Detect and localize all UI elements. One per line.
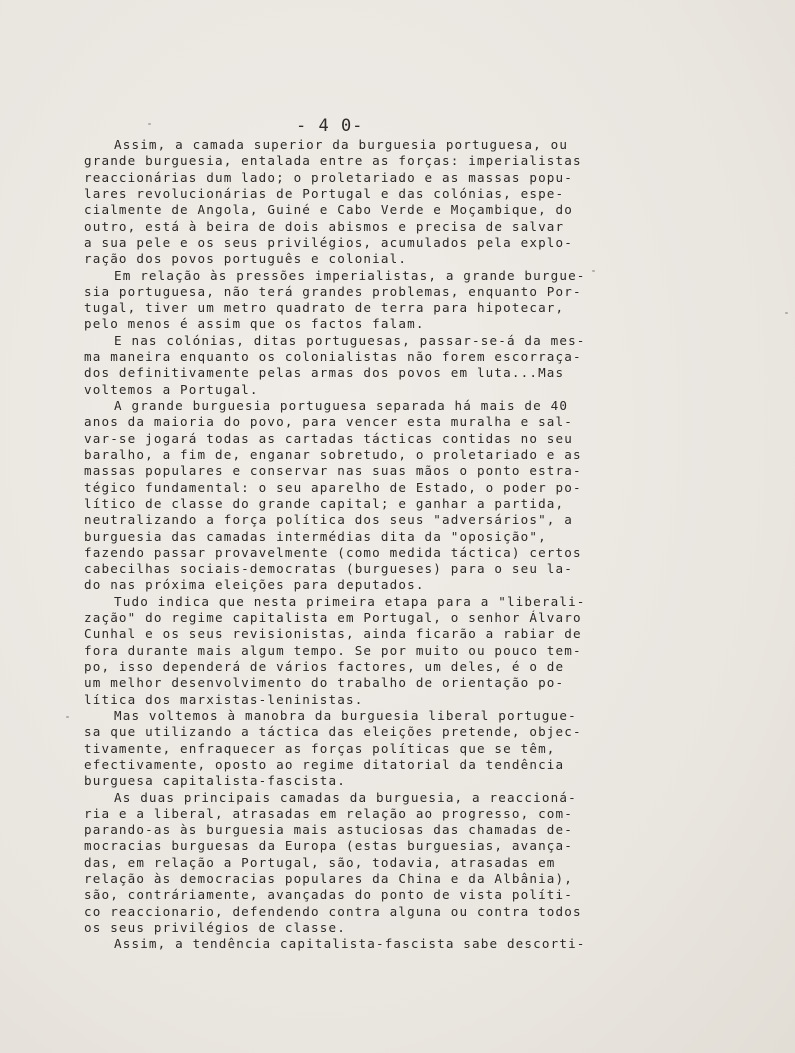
text-line: var-se jogará todas as cartadas tácticas contidas no seu <box>84 430 573 446</box>
text-line: lítica dos marxistas-leninistas. <box>84 691 364 707</box>
text-line: co reaccionario, defendendo contra alguna ou contra todos <box>84 903 582 919</box>
text-line: são, contráriamente, avançadas do ponto de vista políti- <box>84 887 573 903</box>
text-line: a sua pele e os seus privilégios, acumulados pela explo- <box>84 234 573 250</box>
paper-speck <box>785 312 788 314</box>
text-line: do nas próxima eleições para deputados. <box>84 577 425 593</box>
text-line: relação às democracias populares da China e da Albânia), <box>84 871 573 887</box>
text-line: dos definitivamente pelas armas dos povos em luta...Mas <box>84 365 565 381</box>
paragraph-first-line: Assim, a tendência capitalista-fascista sabe descorti- <box>114 936 586 952</box>
text-line: ria e a liberal, atrasadas em relação ao progresso, com- <box>84 805 573 821</box>
text-line: sia portuguesa, não terá grandes problemas, enquanto Por- <box>84 283 582 299</box>
text-line: das, em relação a Portugal, são, todavia, atrasadas em <box>84 854 556 870</box>
text-line: outro, está à beira de dois abismos e precisa de salvar <box>84 218 565 234</box>
text-line: ração dos povos português e colonial. <box>84 251 408 267</box>
text-line: os seus privilégios de classe. <box>84 920 346 935</box>
text-line: tugal, tiver um metro quadrato de terra para hipotecar, <box>84 300 565 316</box>
paragraph-first-line: Assim, a camada superior da burguesia portuguesa, ou <box>114 137 569 152</box>
paragraph-first-line: Tudo indica que nesta primeira etapa para a "liberali- <box>114 593 586 609</box>
text-line: tégico fundamental: o seu aparelho de Estado, o poder po- <box>84 479 582 495</box>
text-line: po, isso dependerá de vários factores, um deles, é o de <box>84 659 565 674</box>
text-line: baralho, a fim de, enganar sobretudo, o proletariado e as <box>84 446 582 462</box>
paper-speck <box>148 123 151 125</box>
text-line: ma maneira enquanto os colonialistas não forem escorraça- <box>84 349 582 365</box>
text-line: sa que utilizando a táctica das eleições pretende, objec- <box>84 724 582 740</box>
paragraph-first-line: As duas principais camadas da burguesia, a reaccioná- <box>114 789 577 805</box>
text-line: lares revolucionárias de Portugal e das colónias, espe- <box>84 185 565 201</box>
document-body <box>84 137 664 953</box>
text-line: grande burguesia, entalada entre as forças: imperialistas <box>84 153 582 169</box>
page-number: - 4 0- <box>296 116 364 136</box>
text-line: burguesia das camadas intermédias dita da "oposição", <box>84 528 547 544</box>
text-line: fora durante mais algum tempo. Se por muito ou pouco tem- <box>84 642 582 658</box>
text-line: cabecilhas sociais-democratas (burgueses) para o seu la- <box>84 561 573 577</box>
paragraph-first-line: A grande burguesia portuguesa separada há mais de 40 <box>114 398 569 413</box>
text-line: lítico de classe do grande capital; e ganhar a partida, <box>84 495 565 511</box>
text-line: cialmente de Angola, Guiné e Cabo Verde e Moçambique, do <box>84 202 573 218</box>
text-line: zação" do regime capitalista em Portugal, o senhor Álvaro <box>84 610 582 626</box>
text-line: massas populares e conservar nas suas mãos o ponto estra- <box>84 463 582 479</box>
text-line: um melhor desenvolvimento do trabalho de orientação po- <box>84 675 565 691</box>
paper-speck <box>66 716 69 718</box>
text-line: Cunhal e os seus revisionistas, ainda ficarão a rabiar de <box>84 626 582 642</box>
paragraph-first-line: Mas voltemos à manobra da burguesia liberal portugue- <box>114 707 577 723</box>
text-line: reaccionárias dum lado; o proletariado e as massas popu- <box>84 169 573 185</box>
paragraph-first-line: E nas colónias, ditas portuguesas, passar-se-á da mes- <box>114 332 586 348</box>
text-line: mocracias burguesas da Europa (estas burguesias, avança- <box>84 838 573 854</box>
text-line: fazendo passar provavelmente (como medida táctica) certos <box>84 544 582 560</box>
paper-speck <box>592 270 595 272</box>
text-line: parando-as às burguesia mais astuciosas das chamadas de- <box>84 822 573 838</box>
text-line: efectivamente, oposto ao regime ditatorial da tendência <box>84 756 565 772</box>
text-line: anos da maioria do povo, para vencer esta muralha e sal- <box>84 414 573 430</box>
text-line: burguesa capitalista-fascista. <box>84 773 346 789</box>
text-line: neutralizando a força política dos seus "adversários", a <box>84 512 573 528</box>
text-line: voltemos a Portugal. <box>84 381 259 397</box>
paragraph-first-line: Em relação às pressões imperialistas, a grande burgue- <box>114 267 586 283</box>
text-line: tivamente, enfraquecer as forças políticas que se têm, <box>84 740 556 756</box>
text-line: pelo menos é assim que os factos falam. <box>84 316 425 332</box>
